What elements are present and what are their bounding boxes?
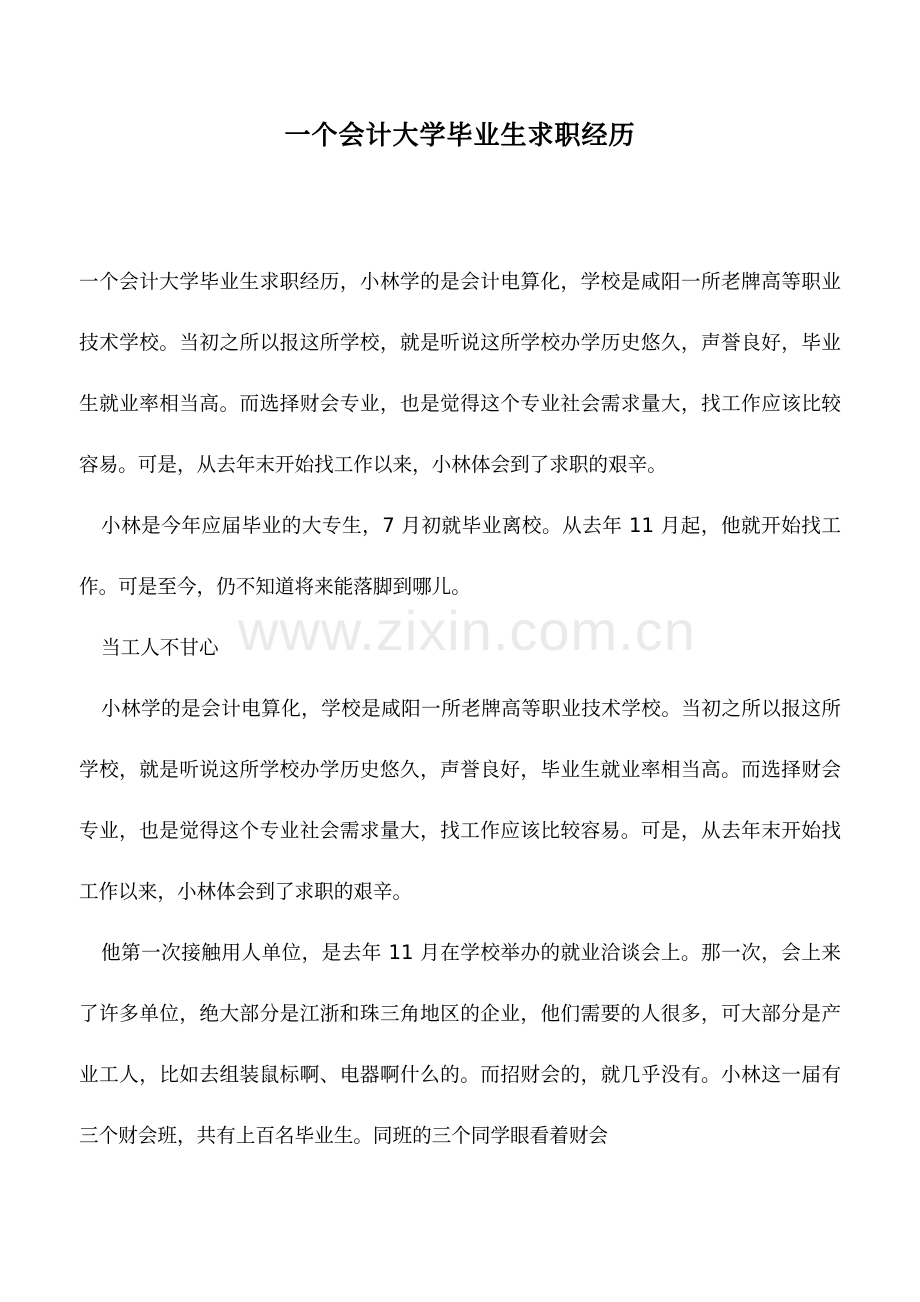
paragraph-major: 小林学的是会计电算化，学校是咸阳一所老牌高等职业技术学校。当初之所以报这所学校，就是听说这所学校办学历史悠久，声誉良好，毕业生就业率相当高。而选择财会专业，也是觉得这个专业社会需求量大，找工作应该比较容易。可是，从去年末开始找工作以来，小林体会到了求职的艰辛。 <box>79 697 841 903</box>
paragraph-job-fair: 他第一次接触用人单位，是去年 11 月在学校举办的就业洽谈会上。那一次，会上来了许多单位，绝大部分是江浙和珠三角地区的企业，他们需要的人很多，可大部分是产业工人，比如去组装鼠标啊、电器啊什么的。而招财会的，就几乎没有。小林这一届有三个财会班，共有上百名毕业生。同班的三个同学眼看着财会 <box>79 941 841 1147</box>
document-title: 一个会计大学毕业生求职经历 <box>284 121 636 151</box>
section-heading: 当工人不甘心 <box>101 636 219 659</box>
document-body <box>79 251 841 1166</box>
paragraph-intro: 一个会计大学毕业生求职经历，小林学的是会计电算化，学校是咸阳一所老牌高等职业技术学校。当初之所以报这所学校，就是听说这所学校办学历史悠久，声誉良好，毕业生就业率相当高。而选择财会专业，也是觉得这个专业社会需求量大，找工作应该比较容易。可是，从去年末开始找工作以来，小林体会到了求职的艰辛。 <box>79 270 841 476</box>
watermark: www.zixin.com.cn <box>238 599 696 662</box>
paragraph-graduation: 小林是今年应届毕业的大专生，7 月初就毕业离校。从去年 11 月起，他就开始找工作。可是至今，仍不知道将来能落脚到哪儿。 <box>79 514 841 598</box>
